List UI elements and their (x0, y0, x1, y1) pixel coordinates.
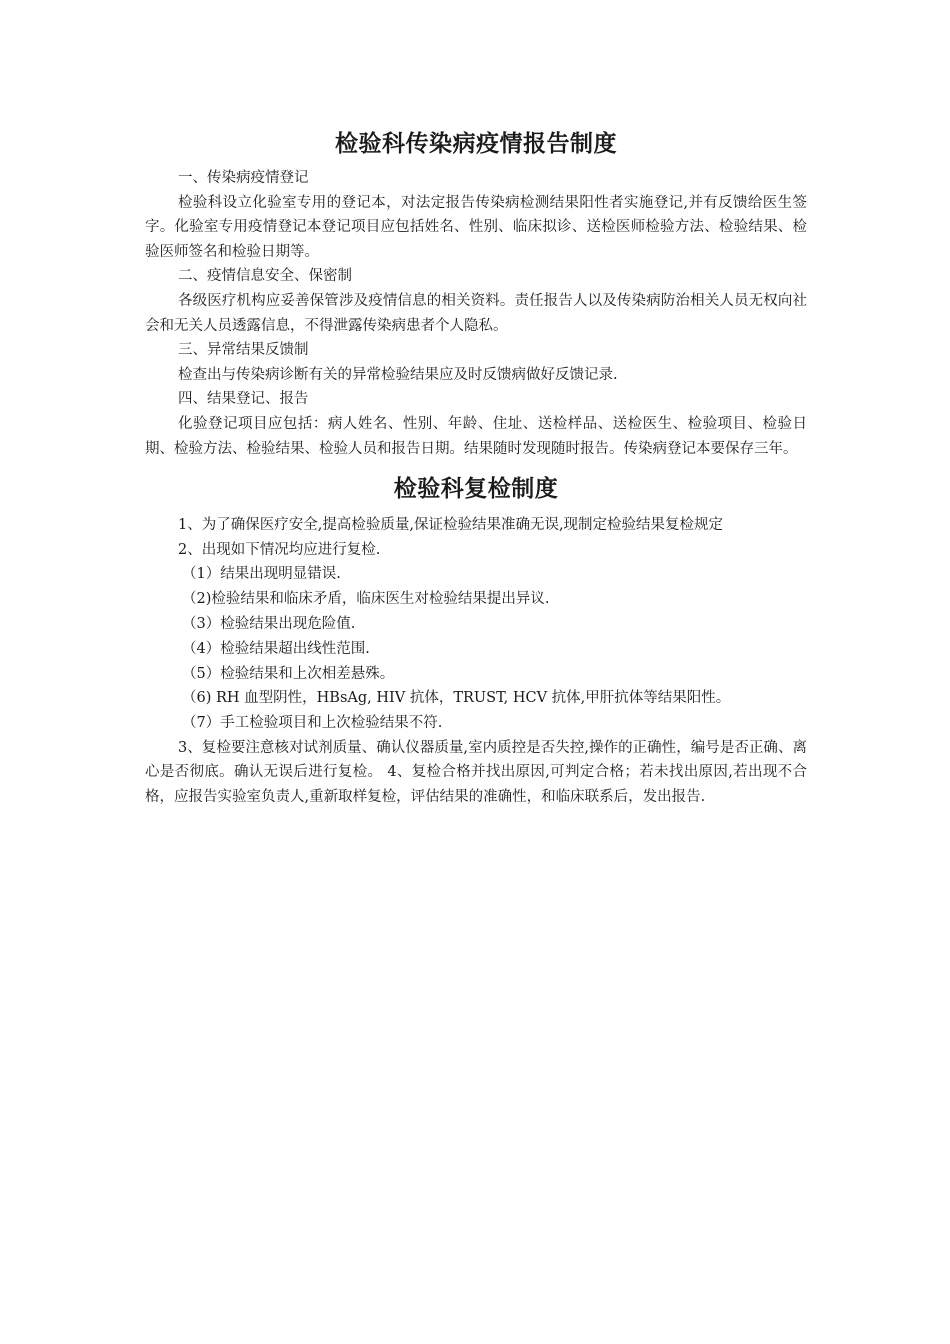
section1-body-feedback: 检查出与传染病诊断有关的异常检验结果应及时反馈病做好反馈记录. (178, 366, 618, 383)
section2-subitem-2: （2)检验结果和临床矛盾，临床医生对检验结果提出异议. (182, 591, 550, 608)
section1-body-confidentiality: 各级医疗机构应妥善保管涉及疫情信息的相关资料。责任报告人以及传染病防治相关人员无权向社会和无关人员透露信息，不得泄露传染病患者个人隐私。 (145, 292, 807, 334)
section2-closing-paragraph: 3、复检要注意核对试剂质量、确认仪器质量,室内质控是否失控,操作的正确性，编号是否正确、离心是否彻底。确认无误后进行复检。 4、复检合格并找出原因,可判定合格；若未找出原因,若出现不合格，应报告实验室负责人,重新取样复检，评估结果的准确性，和临床联系后，发出报告. (145, 739, 807, 806)
section2-subitem-4: （4）检验结果超出线性范围. (182, 640, 370, 657)
section1-title: 检验科传染病疫情报告制度 (335, 131, 617, 157)
section2-title: 检验科复检制度 (393, 476, 559, 503)
section1-heading-feedback: 三、异常结果反馈制 (178, 342, 309, 359)
section1-body-registration: 检验科设立化验室专用的登记本，对法定报告传染病检测结果阳性者实施登记,并有反馈给医生签字。化验室专用疫情登记本登记项目应包括姓名、性别、临床拟诊、送检医师检验方法、检验结果、检验医师签名和检验日期等。 (145, 194, 807, 260)
section2-item-2: 2、出现如下情况均应进行复检. (178, 541, 381, 558)
section1-heading-reporting: 四、结果登记、报告 (178, 391, 309, 408)
document-body (145, 128, 807, 810)
section2-subitem-5: （5）检验结果和上次相差悬殊。 (182, 665, 395, 682)
section2-subitem-7: （7）手工检验项目和上次检验结果不符. (182, 715, 443, 732)
section2-subitem-3: （3）检验结果出现危险值. (182, 615, 356, 632)
section2-subitem-1: （1）结果出现明显错误. (182, 566, 341, 583)
section1-heading-registration: 一、传染病疫情登记 (178, 170, 309, 186)
section2-subitem-6: （6) RH 血型阴性，HBsAg, HIV 抗体，TRUST, HCV 抗体,甲肝抗体等结果阳性。 (182, 690, 731, 707)
section1-body-reporting: 化验登记项目应包括：病人姓名、性别、年龄、住址、送检样品、送检医生、检验项目、检验日期、检验方法、检验结果、检验人员和报告日期。结果随时发现随时报告。传染病登记本要保存三年。 (145, 415, 807, 457)
section2-item-1: 1、为了确保医疗安全,提高检验质量,保证检验结果准确无误,现制定检验结果复检规定 (178, 517, 724, 534)
section1-heading-confidentiality: 二、疫情信息安全、保密制 (178, 268, 352, 285)
